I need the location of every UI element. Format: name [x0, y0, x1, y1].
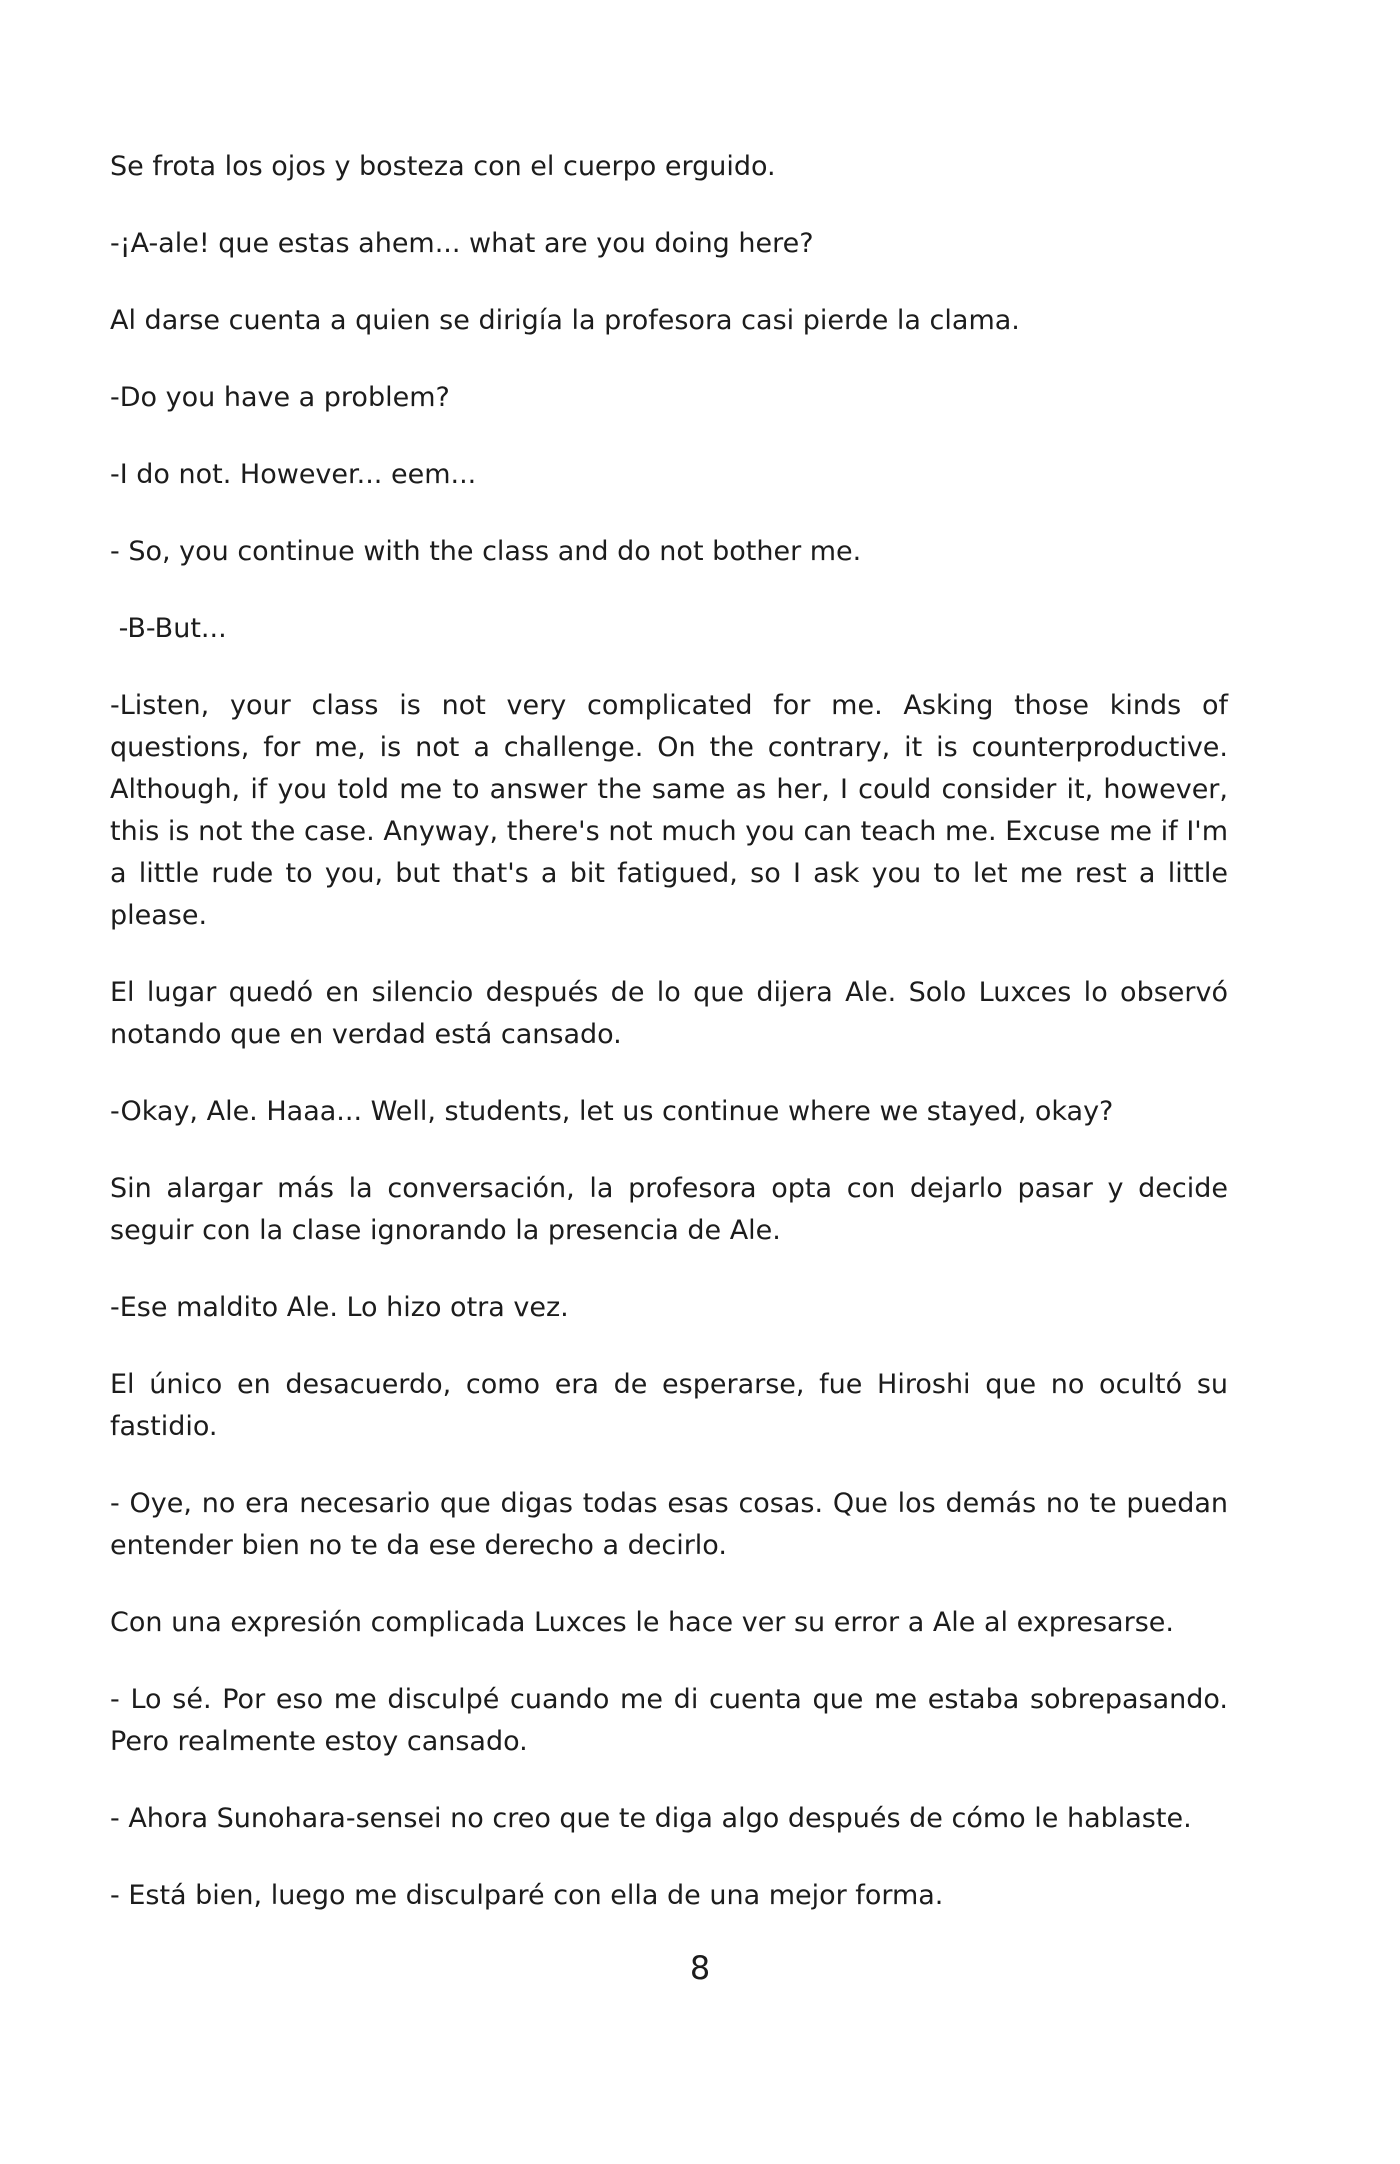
paragraph: -Okay, Ale. Haaa... Well, students, let us continue where we stayed, okay?: [110, 1096, 1114, 1127]
paragraph: El lugar quedó en silencio después de lo que dijera Ale. Solo Luxces lo observó notando que en verdad está cansado.: [110, 977, 1228, 1050]
paragraph: El único en desacuerdo, como era de esperarse, fue Hiroshi que no ocultó su fastidio.: [110, 1369, 1228, 1442]
paragraph: -I do not. However... eem...: [110, 459, 477, 490]
paragraph: Con una expresión complicada Luxces le hace ver su error a Ale al expresarse.: [110, 1607, 1174, 1638]
page-number: 8: [689, 1949, 711, 1987]
paragraph: -Ese maldito Ale. Lo hizo otra vez.: [110, 1292, 569, 1323]
paragraph: - So, you continue with the class and do not bother me.: [110, 536, 862, 567]
paragraph: - Está bien, luego me disculparé con ella de una mejor forma.: [110, 1880, 944, 1911]
paragraph: -Do you have a problem?: [110, 382, 450, 413]
page-body-text: [110, 146, 1228, 1952]
paragraph: -Listen, your class is not very complicated for me. Asking those kinds of questions, for me, is not a challenge. On the contrary, it is counterproductive. Although, if you told me to answer the same as her, I could consider it, however, this is not the case. Anyway, there's not much you can teach me. Excuse me if I'm a little rude to you, but that's a bit fatigued, so I ask you to let me rest a little please.: [110, 690, 1228, 931]
paragraph: -¡A-ale! que estas ahem... what are you doing here?: [110, 228, 814, 259]
paragraph: Se frota los ojos y bosteza con el cuerpo erguido.: [110, 151, 776, 182]
paragraph: - Lo sé. Por eso me disculpé cuando me di cuenta que me estaba sobrepasando. Pero realmente estoy cansado.: [110, 1684, 1228, 1757]
paragraph: - Oye, no era necesario que digas todas esas cosas. Que los demás no te puedan entender bien no te da ese derecho a decirlo.: [110, 1488, 1228, 1561]
paragraph: Sin alargar más la conversación, la profesora opta con dejarlo pasar y decide seguir con la clase ignorando la presencia de Ale.: [110, 1173, 1228, 1246]
paragraph: -B-But...: [110, 613, 227, 644]
paragraph: - Ahora Sunohara-sensei no creo que te diga algo después de cómo le hablaste.: [110, 1803, 1192, 1834]
paragraph: Al darse cuenta a quien se dirigía la profesora casi pierde la clama.: [110, 305, 1020, 336]
